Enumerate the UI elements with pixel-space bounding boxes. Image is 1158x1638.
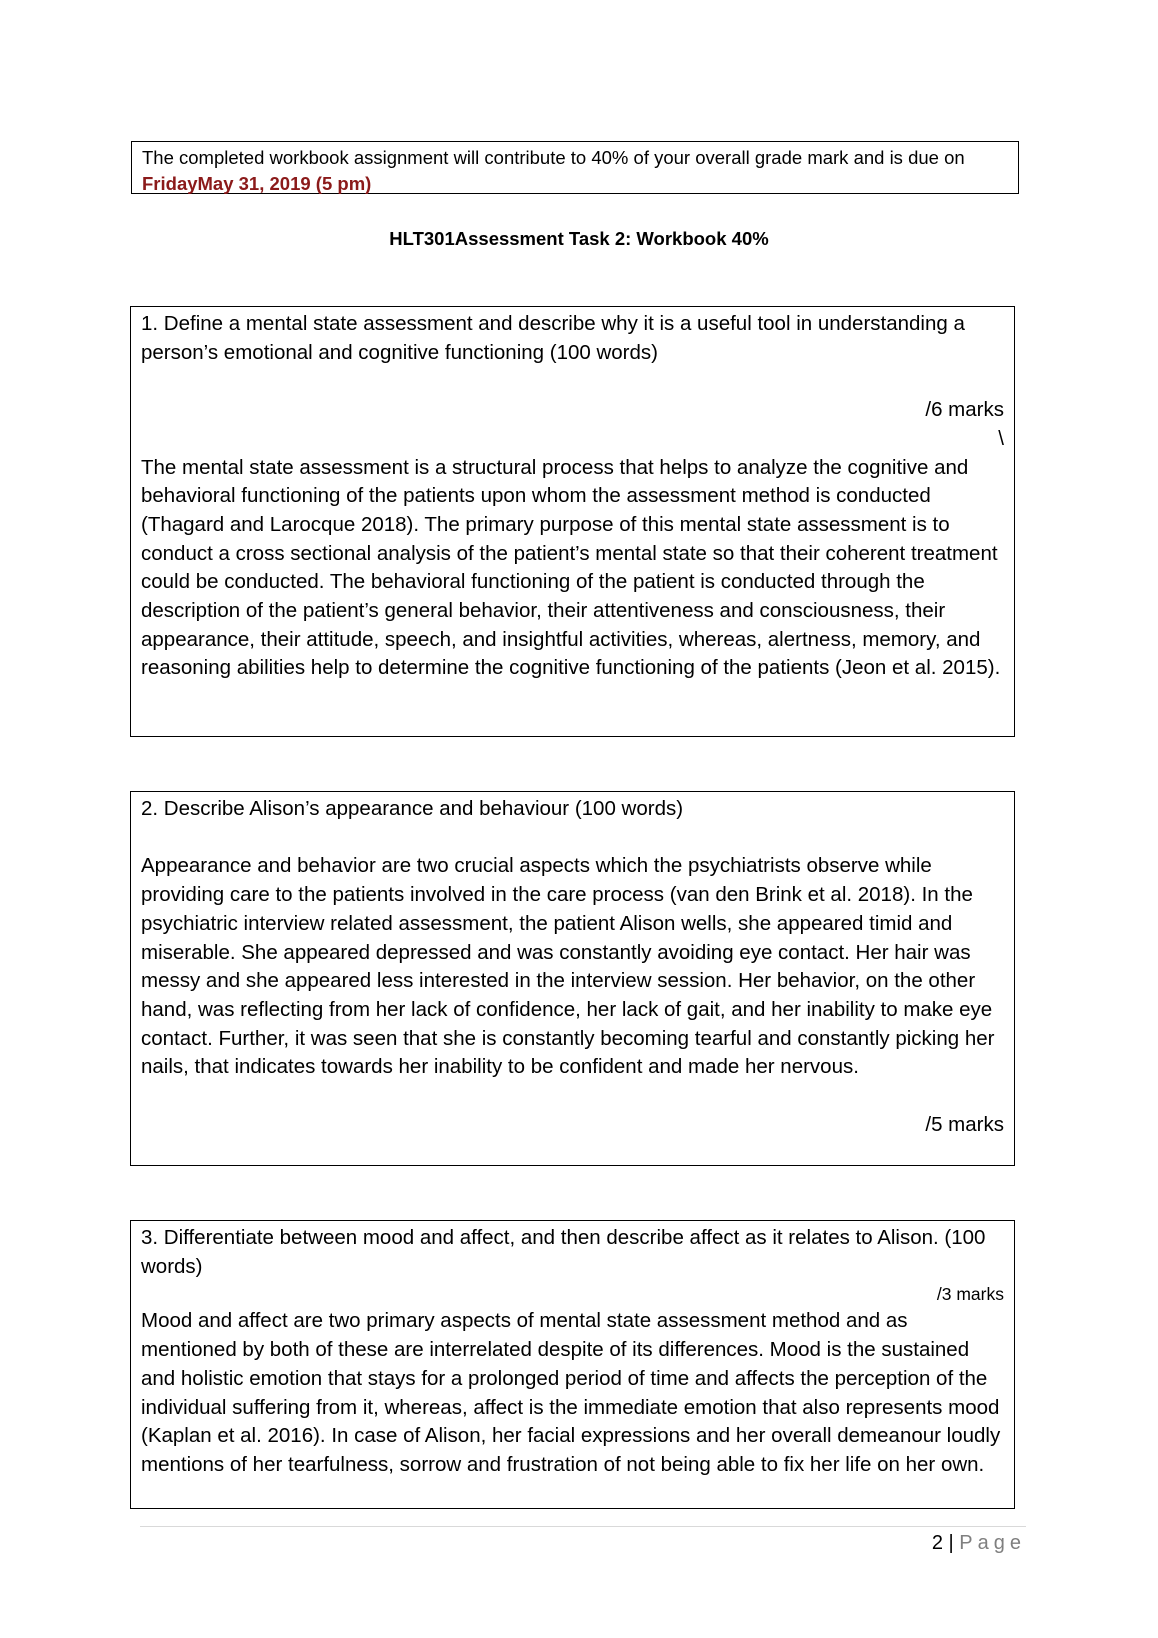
question-1-marks: /6 marks [925, 398, 1004, 422]
question-2-marks: /5 marks [925, 1112, 1004, 1136]
question-2-prompt: 2. Describe Alison’s appearance and behaviour (100 words) [141, 797, 684, 820]
question-1-prompt: 1. Define a mental state assessment and describe why it is a useful tool in understanding a person’s emotional and cognitive functioning (100 words) [141, 312, 965, 364]
question-3-marks: /3 marks [936, 1284, 1004, 1305]
question-3-box [130, 1220, 1015, 1509]
question-1-stray-mark: \ [998, 426, 1004, 450]
footer-separator: | [948, 1532, 954, 1554]
question-3-prompt: 3. Differentiate between mood and affect, and then describe affect as it relates to Alison. (100 words) [141, 1226, 986, 1278]
page-label: Page [959, 1532, 1026, 1554]
page-title: HLT301Assessment Task 2: Workbook 40% [389, 228, 769, 249]
assignment-notice [131, 141, 1019, 194]
due-date: FridayMay 31, 2019 (5 pm) [142, 173, 372, 194]
question-1-box [130, 306, 1015, 737]
footer-divider [140, 1526, 1026, 1527]
page-footer [932, 1530, 1026, 1556]
question-3-answer: Mood and affect are two primary aspects of mental state assessment method and as mentioned by both of these are interrelated despite of its differences. Mood is the sustained and holistic emotion that stays for a prolonged period of time and affects the perception of the individual suffering from it, whereas, affect is the immediate emotion that also represents mood (Kaplan et al. 2016). In case of Alison, her facial expressions and her overall demeanour loudly mentions of her tearfulness, sorrow and frustration of not being able to fix her life on her own. [141, 1309, 1001, 1476]
notice-text: The completed workbook assignment will contribute to 40% of your overall grade mark and is due on [142, 147, 965, 168]
question-2-box [130, 791, 1015, 1166]
question-1-answer: The mental state assessment is a structural process that helps to analyze the cognitive and behavioral functioning of the patients upon whom the assessment method is conducted (Thagard and Larocque 2018). The primary purpose of this mental state assessment is to conduct a cross sectional analysis of the patient’s mental state so that their coherent treatment could be conducted. The behavioral functioning of the patient is conducted through the description of the patient’s general behavior, their attentiveness and consciousness, their appearance, their attitude, speech, and insightful activities, whereas, alertness, memory, and reasoning abilities help to determine the cognitive functioning of the patients (Jeon et al. 2015). [141, 455, 1001, 680]
page-number: 2 [931, 1532, 943, 1554]
question-2-answer: Appearance and behavior are two crucial aspects which the psychiatrists observe while providing care to the patients involved in the care process (van den Brink et al. 2018). In the psychiatric interview related assessment, the patient Alison wells, she appeared timid and miserable. She appeared depressed and was constantly avoiding eye contact. Her hair was messy and she appeared less interested in the interview session. Her behavior, on the other hand, was reflecting from her lack of confidence, her lack of gait, and her inability to make eye contact. Further, it was seen that she is constantly becoming tearful and constantly picking her nails, that indicates towards her inability to be confident and made her nervous. [141, 854, 995, 1079]
